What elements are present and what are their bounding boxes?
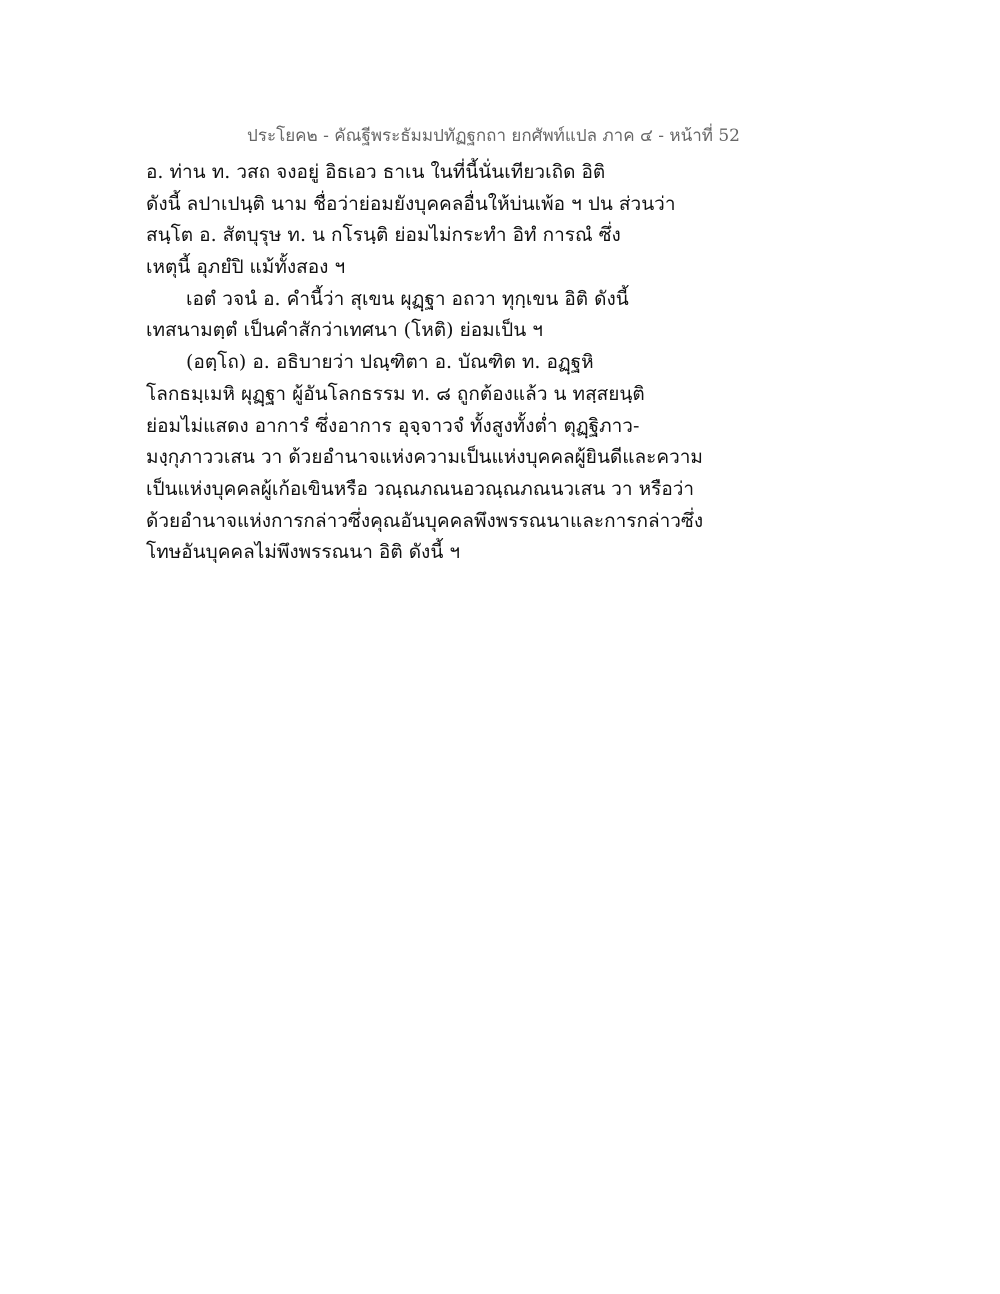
- text-line: ดังนี้ ลปาเปนฺติ นาม ชื่อว่าย่อมยังบุคคลอื่นให้บ่นเพ้อ ฯ ปน ส่วนว่า: [146, 192, 676, 215]
- running-header: ประโยค๒ - คัณฐีพระธัมมปทัฏฐกถา ยกศัพท์แปล ภาค ๔ - หน้าที่ 52: [247, 126, 740, 146]
- text-line: ด้วยอำนาจแห่งการกล่าวซึ่งคุณอันบุคคลพึงพรรณนาและการกล่าวซึ่ง: [146, 509, 704, 532]
- text-line: โทษอันบุคคลไม่พึงพรรณนา อิติ ดังนี้ ฯ: [146, 541, 461, 564]
- text-line: เทสนามตฺตํ เป็นคำสักว่าเทศนา (โหติ) ย่อมเป็น ฯ: [146, 319, 543, 342]
- text-line: มงฺกุภาววเสน วา ด้วยอำนาจแห่งความเป็นแห่งบุคคลผู้ยินดีและความ: [146, 446, 703, 469]
- text-line: เหตุนี้ อุภยํปิ แม้ทั้งสอง ฯ: [146, 256, 346, 279]
- body-text: [146, 157, 706, 569]
- text-line: โลกธมฺเมหิ ผุฏฺฐา ผู้อันโลกธรรม ท. ๘ ถูกต้องแล้ว น ทสฺสยนฺติ: [146, 382, 645, 405]
- text-line: ย่อมไม่แสดง อาการํ ซึ่งอาการ อุจฺจาวจํ ทั้งสูงทั้งต่ำ ตุฏฺฐิภาว-: [146, 414, 640, 437]
- text-line: สนฺโต อ. สัตบุรุษ ท. น กโรนฺติ ย่อมไม่กระทำ อิทํ การณํ ซึ่ง: [146, 224, 621, 247]
- paragraph-start-line: (อตฺโถ) อ. อธิบายว่า ปณฺฑิตา อ. บัณฑิต ท. อฏฺฐหิ: [186, 351, 594, 374]
- text-line: เป็นแห่งบุคคลผู้เก้อเขินหรือ วณฺณภณนอวณฺณภณนวเสน วา หรือว่า: [146, 477, 695, 500]
- paragraph-start-line: เอตํ วจนํ อ. คำนี้ว่า สุเขน ผุฏฺฐา อถวา ทุกฺเขน อิติ ดังนี้: [186, 287, 629, 310]
- text-line: อ. ท่าน ท. วสถ จงอยู่ อิธเอว ธาเน ในที่นี้นั่นเทียวเถิด อิติ: [146, 161, 606, 183]
